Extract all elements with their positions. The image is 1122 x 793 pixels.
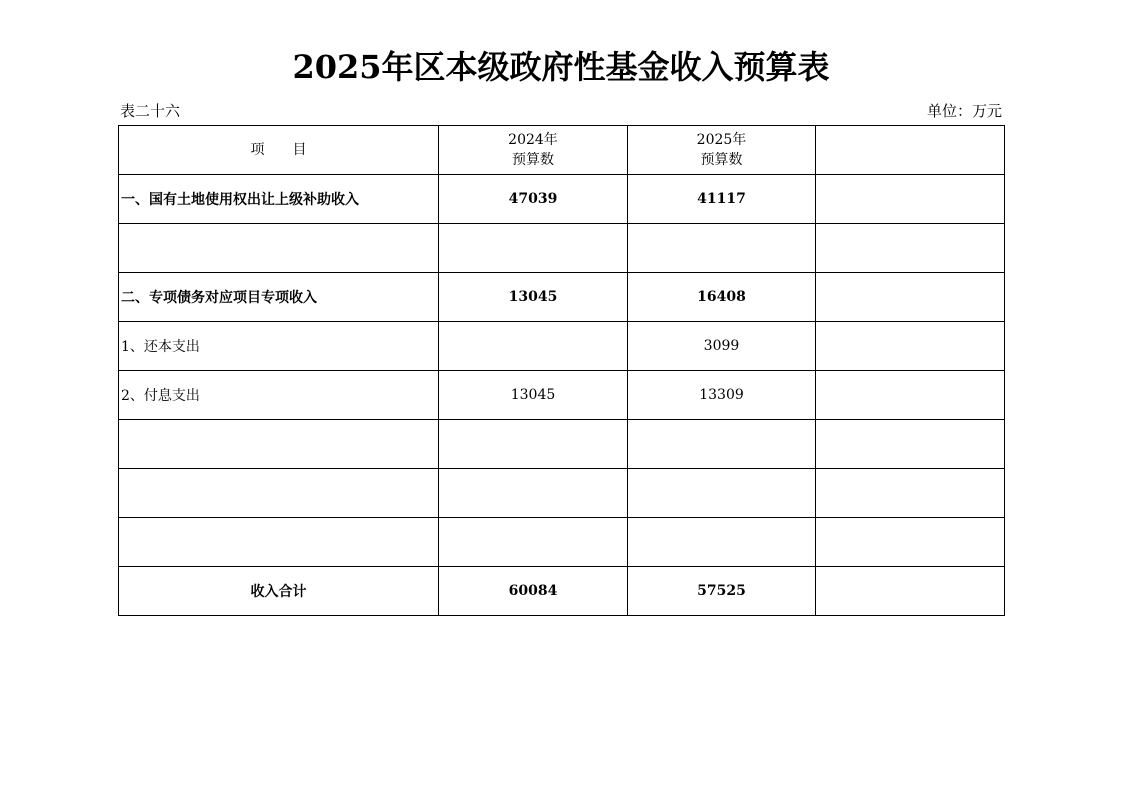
total-extra (816, 567, 1005, 616)
total-value-2025: 57525 (628, 567, 816, 616)
row-value-2025: 41117 (628, 175, 816, 224)
row-item (119, 420, 439, 469)
header-2025-sub: 预算数 (700, 152, 743, 168)
row-value-2025: 3099 (628, 322, 816, 371)
row-value-2024 (439, 322, 628, 371)
table-row (119, 175, 1005, 224)
header-2025-year: 2025年 (696, 132, 747, 148)
row-value-2025 (628, 469, 816, 518)
row-extra (816, 322, 1005, 371)
table-row (119, 322, 1005, 371)
header-extra (816, 126, 1005, 175)
table-row (119, 469, 1005, 518)
table-row (119, 224, 1005, 273)
row-extra (816, 175, 1005, 224)
total-value-2024: 60084 (439, 567, 628, 616)
total-label: 收入合计 (119, 567, 439, 616)
row-value-2024 (439, 420, 628, 469)
header-item: 项 目 (119, 126, 439, 175)
page-title: 2025年区本级政府性基金收入预算表 (292, 48, 830, 86)
table-number: 表二十六 (120, 102, 181, 120)
budget-table (118, 125, 1005, 616)
row-extra (816, 273, 1005, 322)
row-item (119, 518, 439, 567)
row-item: 一、国有土地使用权出让上级补助收入 (119, 175, 439, 224)
table-row (119, 273, 1005, 322)
header-2024-sub: 预算数 (512, 152, 554, 168)
row-value-2025: 16408 (628, 273, 816, 322)
table-header-row (119, 126, 1005, 175)
row-item: 二、专项债务对应项目专项收入 (119, 273, 439, 322)
total-row (119, 567, 1005, 616)
row-value-2024: 47039 (439, 175, 628, 224)
table-row (119, 420, 1005, 469)
row-value-2025 (628, 224, 816, 273)
header-2024 (439, 126, 628, 175)
row-value-2024 (439, 518, 628, 567)
row-item (119, 224, 439, 273)
row-item: 2、付息支出 (119, 371, 439, 420)
row-item: 1、还本支出 (119, 322, 439, 371)
row-item (119, 469, 439, 518)
row-value-2024: 13045 (439, 371, 628, 420)
table-row (119, 518, 1005, 567)
row-extra (816, 224, 1005, 273)
row-value-2025 (628, 518, 816, 567)
row-extra (816, 469, 1005, 518)
row-extra (816, 518, 1005, 567)
row-value-2024: 13045 (439, 273, 628, 322)
header-2024-year: 2024年 (508, 132, 558, 148)
row-value-2024 (439, 469, 628, 518)
row-value-2025 (628, 420, 816, 469)
row-extra (816, 420, 1005, 469)
row-value-2025: 13309 (628, 371, 816, 420)
row-value-2024 (439, 224, 628, 273)
unit-label: 单位：万元 (926, 102, 1002, 120)
header-2025 (628, 126, 816, 175)
table-row (119, 371, 1005, 420)
row-extra (816, 371, 1005, 420)
